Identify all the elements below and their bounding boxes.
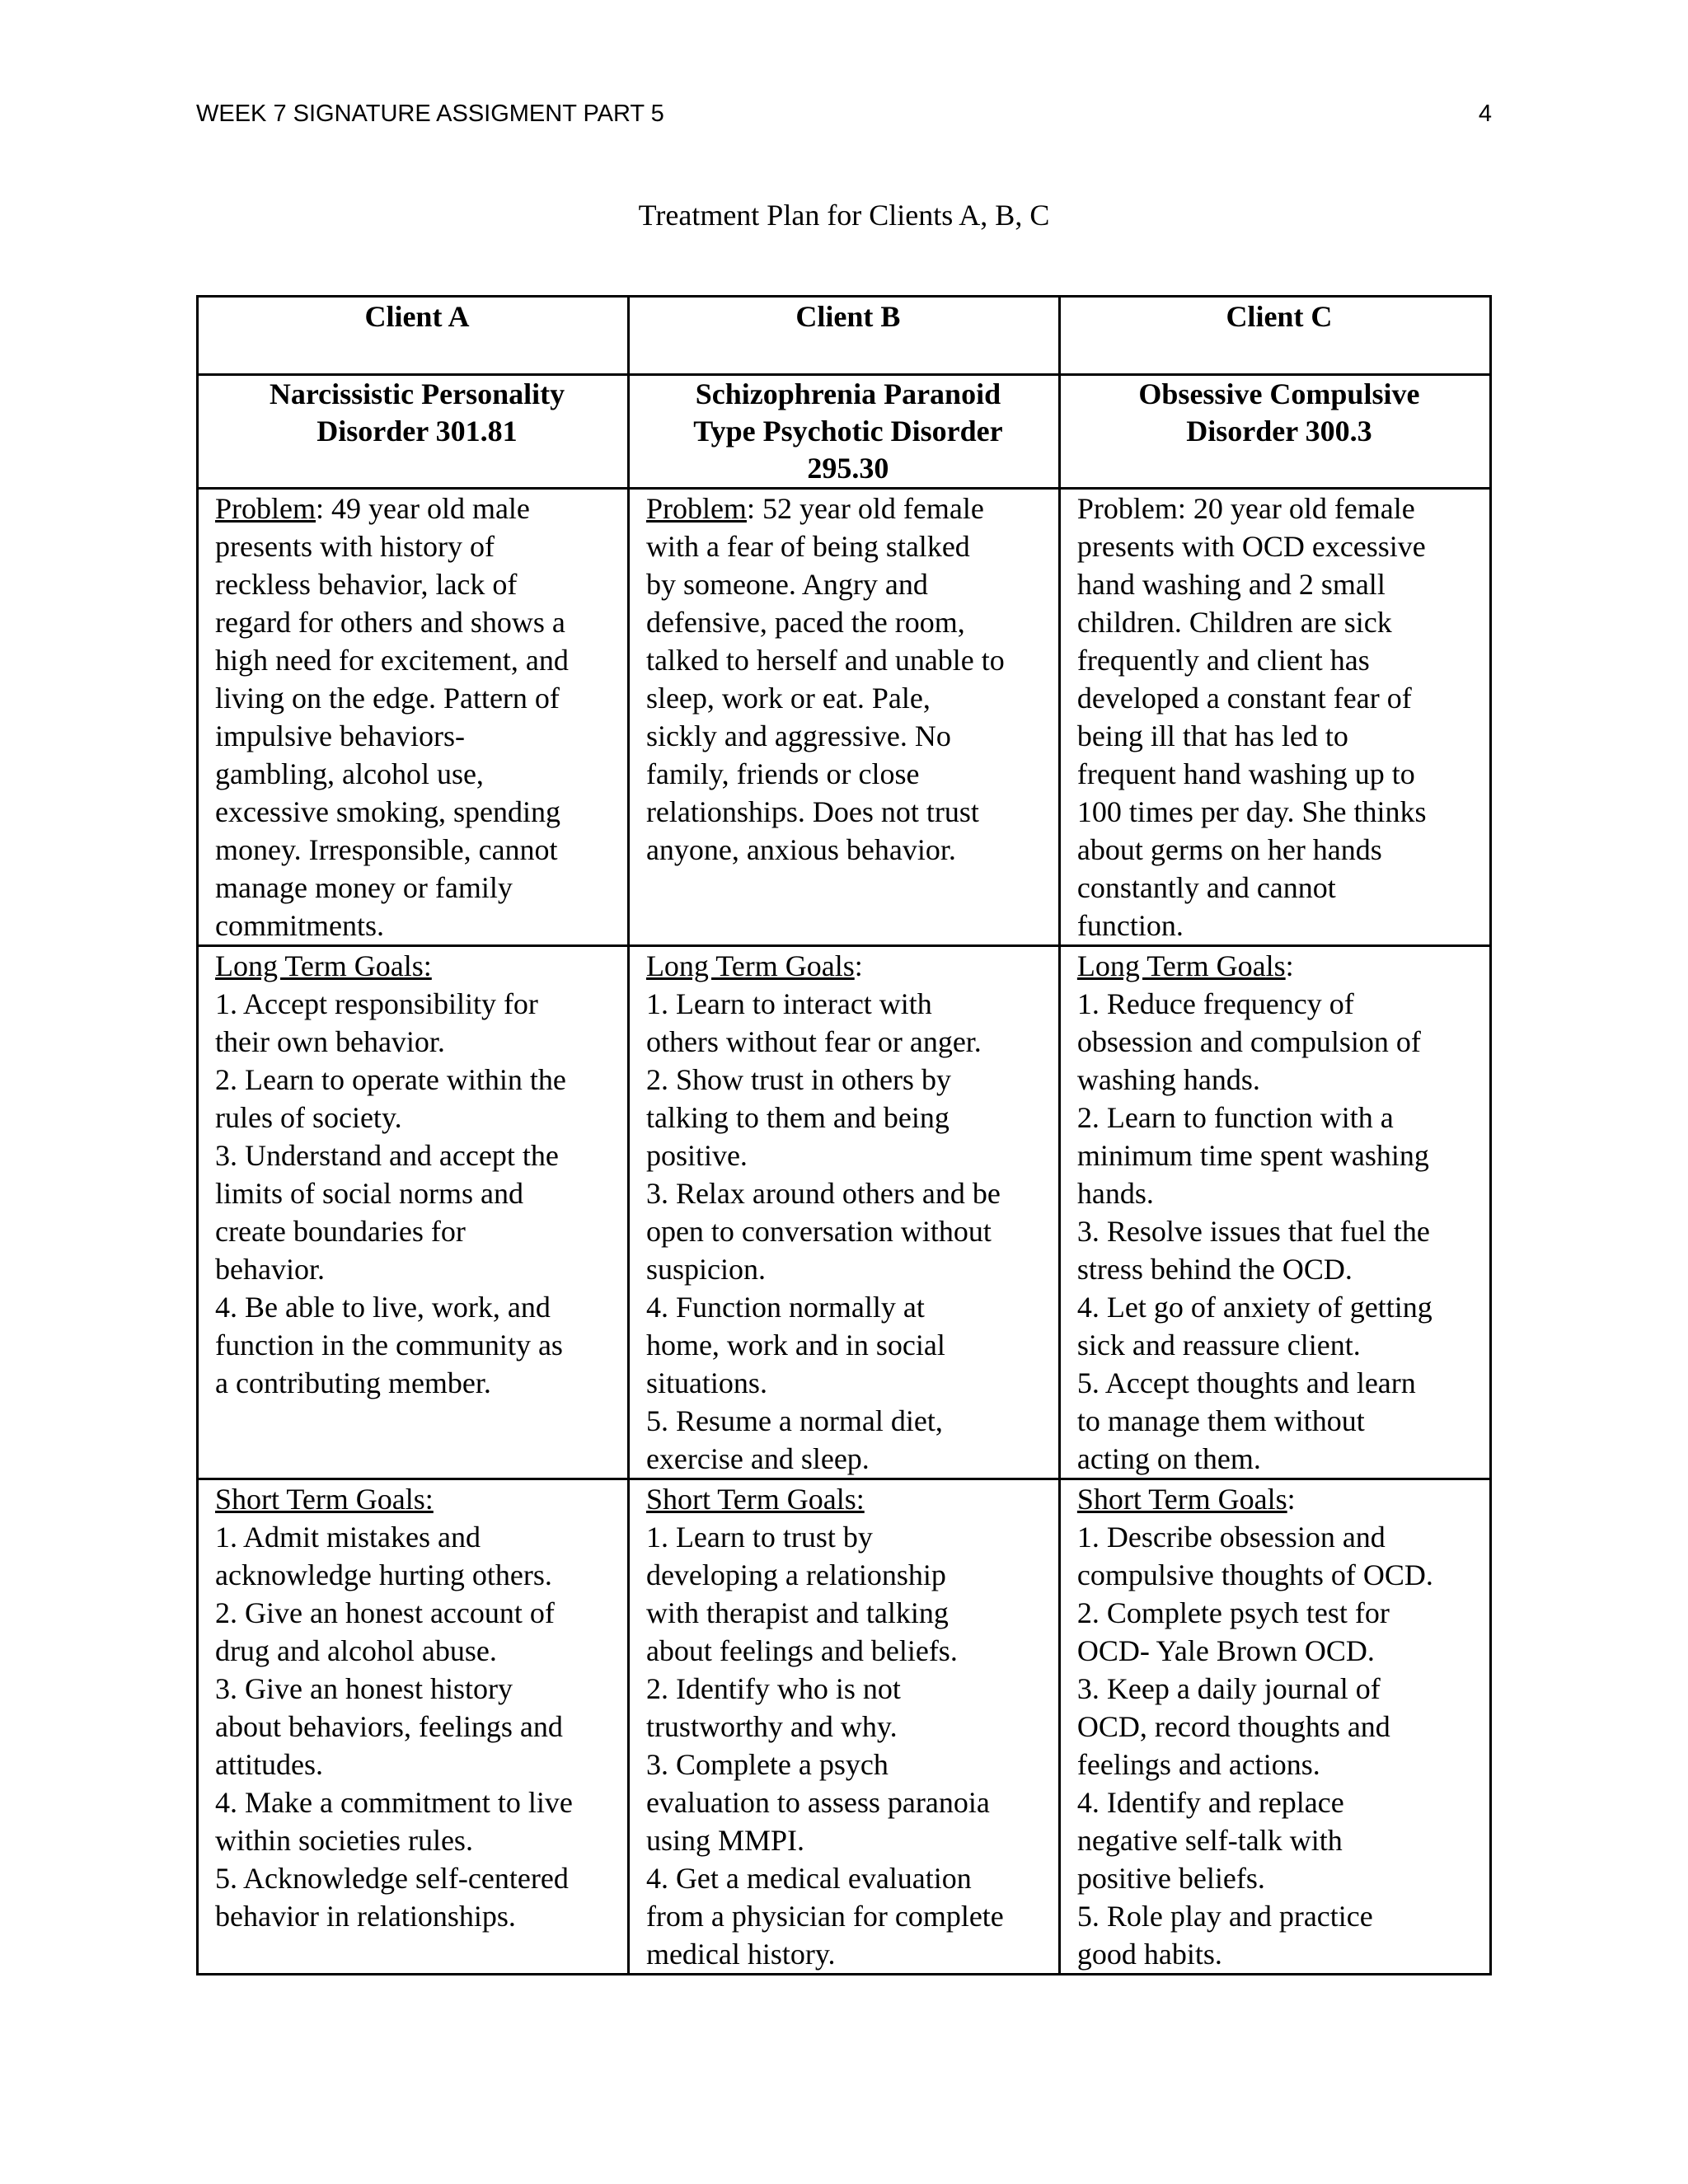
- problem-line: high need for excitement, and: [215, 644, 569, 677]
- goal-line: trustworthy and why.: [645, 1710, 898, 1743]
- goal-line: suspicion.: [645, 1253, 766, 1286]
- problem-line: about germs on her hands: [1076, 833, 1382, 866]
- diagnosis-line: Obsessive Compulsive: [1138, 377, 1420, 410]
- client-b-long-term-goals: [628, 946, 1059, 1479]
- goal-line: compulsive thoughts of OCD.: [1076, 1558, 1433, 1591]
- problem-line: frequently and client has: [1076, 644, 1370, 677]
- goal-line: hands.: [1076, 1177, 1154, 1210]
- goal-line: 5. Acknowledge self-centered: [215, 1862, 569, 1895]
- running-header: [196, 101, 1492, 134]
- goal-line: negative self-talk with: [1076, 1824, 1343, 1857]
- problem-line: with a fear of being stalked: [645, 530, 970, 563]
- problem-line: money. Irresponsible, cannot: [215, 833, 558, 866]
- goal-line: others without fear or anger.: [645, 1025, 982, 1058]
- diagnosis-line: Disorder 300.3: [1186, 415, 1372, 448]
- client-b-problem: [628, 489, 1059, 946]
- client-a-problem: [198, 489, 629, 946]
- goal-line: stress behind the OCD.: [1076, 1253, 1353, 1286]
- problem-line: presents with OCD excessive: [1076, 530, 1426, 563]
- goal-line: situations.: [645, 1366, 767, 1399]
- goal-line: obsession and compulsion of: [1076, 1025, 1421, 1058]
- goal-line: 2. Complete psych test for: [1076, 1596, 1390, 1629]
- goals-label: Long Term Goals:: [215, 949, 432, 982]
- goal-line: using MMPI.: [645, 1824, 804, 1857]
- problem-line: function.: [1076, 909, 1184, 942]
- goal-line: positive beliefs.: [1076, 1862, 1265, 1895]
- goal-line: feelings and actions.: [1076, 1748, 1320, 1781]
- problem-line: sleep, work or eat. Pale,: [645, 682, 931, 715]
- goal-line: positive.: [645, 1139, 748, 1172]
- goal-line: 2. Learn to operate within the: [215, 1063, 566, 1096]
- goal-line: minimum time spent washing: [1076, 1139, 1429, 1172]
- goal-line: open to conversation without: [645, 1215, 992, 1248]
- goal-line: 5. Role play and practice: [1076, 1900, 1373, 1933]
- goal-line: 4. Make a commitment to live: [215, 1786, 573, 1819]
- problem-line: children. Children are sick: [1076, 606, 1392, 639]
- problem-line: reckless behavior, lack of: [215, 568, 518, 601]
- client-header-row: [198, 297, 1491, 375]
- goal-line: 1. Learn to interact with: [645, 987, 932, 1020]
- client-b-name: Client B: [628, 297, 1059, 375]
- problem-line: regard for others and shows a: [215, 606, 565, 639]
- goal-line: with therapist and talking: [645, 1596, 949, 1629]
- goal-line: 1. Describe obsession and: [1076, 1521, 1386, 1554]
- document-title: Treatment Plan for Clients A, B, C: [638, 199, 1050, 232]
- goal-line: 4. Get a medical evaluation: [645, 1862, 972, 1895]
- problem-line: talked to herself and unable to: [645, 644, 1005, 677]
- goals-label-suffix: :: [854, 949, 863, 982]
- goal-line: medical history.: [645, 1938, 836, 1971]
- client-a-short-term-goals: [198, 1479, 629, 1975]
- problem-line: gambling, alcohol use,: [215, 757, 484, 790]
- problem-line: sickly and aggressive. No: [645, 719, 951, 752]
- problem-text: : 49 year old male: [316, 492, 530, 525]
- client-a-name: Client A: [198, 297, 629, 375]
- goal-line: 3. Understand and accept the: [215, 1139, 559, 1172]
- goal-line: developing a relationship: [645, 1558, 946, 1591]
- goal-line: behavior.: [215, 1253, 325, 1286]
- goal-line: 2. Learn to function with a: [1076, 1101, 1394, 1134]
- client-a-long-term-goals: [198, 946, 629, 1479]
- problem-text: : 52 year old female: [746, 492, 984, 525]
- problem-line: hand washing and 2 small: [1076, 568, 1386, 601]
- goal-line: home, work and in social: [645, 1329, 945, 1361]
- goal-line: 3. Give an honest history: [215, 1672, 513, 1705]
- problem-line: family, friends or close: [645, 757, 920, 790]
- goal-line: 3. Resolve issues that fuel the: [1076, 1215, 1430, 1248]
- goals-label-suffix: :: [1285, 949, 1294, 982]
- running-header-title: WEEK 7 SIGNATURE ASSIGMENT PART 5: [196, 101, 664, 127]
- client-c-long-term-goals: [1059, 946, 1490, 1479]
- client-c-short-term-goals: [1059, 1479, 1490, 1975]
- problem-line: relationships. Does not trust: [645, 795, 979, 828]
- client-a-diagnosis: [198, 375, 629, 489]
- goal-line: about feelings and beliefs.: [645, 1634, 958, 1667]
- problem-line: impulsive behaviors-: [215, 719, 465, 752]
- goals-label: Long Term Goals: [1076, 949, 1286, 982]
- diagnosis-line: 295.30: [807, 452, 889, 485]
- goal-line: washing hands.: [1076, 1063, 1260, 1096]
- goal-line: function in the community as: [215, 1329, 563, 1361]
- problem-line: manage money or family: [215, 871, 513, 904]
- goal-line: 5. Resume a normal diet,: [645, 1404, 943, 1437]
- problem-row: [198, 489, 1491, 946]
- goal-line: evaluation to assess paranoia: [645, 1786, 990, 1819]
- goal-line: 5. Accept thoughts and learn: [1076, 1366, 1416, 1399]
- client-c-name: Client C: [1059, 297, 1490, 375]
- short-term-goals-row: [198, 1479, 1491, 1975]
- diagnosis-row: [198, 375, 1491, 489]
- problem-line: [646, 490, 1050, 527]
- problem-line: frequent hand washing up to: [1076, 757, 1415, 790]
- problem-line: commitments.: [215, 909, 384, 942]
- goals-heading: [1077, 1480, 1481, 1518]
- goal-line: 1. Learn to trust by: [645, 1521, 873, 1554]
- goal-line: 1. Reduce frequency of: [1076, 987, 1354, 1020]
- goal-line: 4. Be able to live, work, and: [215, 1291, 551, 1324]
- diagnosis-line: Type Psychotic Disorder: [693, 415, 1003, 448]
- goal-line: within societies rules.: [215, 1824, 473, 1857]
- problem-line: constantly and cannot: [1076, 871, 1336, 904]
- goals-label: Long Term Goals: [645, 949, 855, 982]
- goal-line: 4. Identify and replace: [1076, 1786, 1344, 1819]
- problem-label: Problem: [645, 492, 747, 525]
- problem-label: Problem: [215, 492, 316, 525]
- goals-heading: [1077, 947, 1481, 985]
- goal-line: behavior in relationships.: [215, 1900, 516, 1933]
- goal-line: 2. Show trust in others by: [645, 1063, 951, 1096]
- goal-line: about behaviors, feelings and: [215, 1710, 563, 1743]
- goal-line: 2. Identify who is not: [645, 1672, 901, 1705]
- goals-heading: [646, 947, 1050, 985]
- long-term-goals-row: [198, 946, 1491, 1479]
- goal-line: exercise and sleep.: [645, 1442, 870, 1475]
- problem-line: presents with history of: [215, 530, 495, 563]
- goals-label-suffix: :: [1287, 1483, 1296, 1516]
- problem-line: anyone, anxious behavior.: [645, 833, 956, 866]
- treatment-plan-table: [196, 295, 1492, 1975]
- problem-line: living on the edge. Pattern of: [215, 682, 560, 715]
- goal-line: a contributing member.: [215, 1366, 491, 1399]
- goal-line: to manage them without: [1076, 1404, 1365, 1437]
- problem-line: [215, 490, 619, 527]
- goal-line: rules of society.: [215, 1101, 402, 1134]
- goal-line: 4. Function normally at: [645, 1291, 925, 1324]
- goal-line: talking to them and being: [645, 1101, 950, 1134]
- problem-line: Problem: 20 year old female: [1076, 492, 1415, 525]
- problem-line: developed a constant fear of: [1076, 682, 1412, 715]
- goal-line: sick and reassure client.: [1076, 1329, 1361, 1361]
- client-c-diagnosis: [1059, 375, 1490, 489]
- goals-heading: [215, 947, 619, 985]
- client-b-short-term-goals: [628, 1479, 1059, 1975]
- goal-line: acting on them.: [1076, 1442, 1261, 1475]
- goal-line: drug and alcohol abuse.: [215, 1634, 497, 1667]
- diagnosis-line: Disorder 301.81: [316, 415, 518, 448]
- goals-label: Short Term Goals:: [645, 1483, 865, 1516]
- goal-line: 2. Give an honest account of: [215, 1596, 555, 1629]
- client-c-problem: [1059, 489, 1490, 946]
- goals-heading: [646, 1480, 1050, 1518]
- client-b-diagnosis: [628, 375, 1059, 489]
- goal-line: good habits.: [1076, 1938, 1222, 1971]
- goals-label: Short Term Goals:: [215, 1483, 434, 1516]
- problem-line: excessive smoking, spending: [215, 795, 560, 828]
- diagnosis-line: Schizophrenia Paranoid: [695, 377, 1001, 410]
- goal-line: attitudes.: [215, 1748, 323, 1781]
- problem-line: 100 times per day. She thinks: [1076, 795, 1427, 828]
- diagnosis-line: Narcissistic Personality: [269, 377, 565, 410]
- goal-line: acknowledge hurting others.: [215, 1558, 552, 1591]
- goal-line: 1. Admit mistakes and: [215, 1521, 481, 1554]
- goal-line: OCD, record thoughts and: [1076, 1710, 1390, 1743]
- goal-line: 4. Let go of anxiety of getting: [1076, 1291, 1432, 1324]
- goal-line: 1. Accept responsibility for: [215, 987, 538, 1020]
- problem-line: by someone. Angry and: [645, 568, 928, 601]
- problem-line: being ill that has led to: [1076, 719, 1348, 752]
- problem-line: defensive, paced the room,: [645, 606, 965, 639]
- page-number: 4: [1478, 101, 1492, 127]
- goal-line: from a physician for complete: [645, 1900, 1004, 1933]
- goal-line: 3. Relax around others and be: [645, 1177, 1001, 1210]
- goal-line: 3. Keep a daily journal of: [1076, 1672, 1381, 1705]
- goal-line: limits of social norms and: [215, 1177, 523, 1210]
- goal-line: OCD- Yale Brown OCD.: [1076, 1634, 1375, 1667]
- goal-line: 3. Complete a psych: [645, 1748, 889, 1781]
- goals-label: Short Term Goals: [1076, 1483, 1287, 1516]
- goal-line: their own behavior.: [215, 1025, 445, 1058]
- goal-line: create boundaries for: [215, 1215, 466, 1248]
- goals-heading: [215, 1480, 619, 1518]
